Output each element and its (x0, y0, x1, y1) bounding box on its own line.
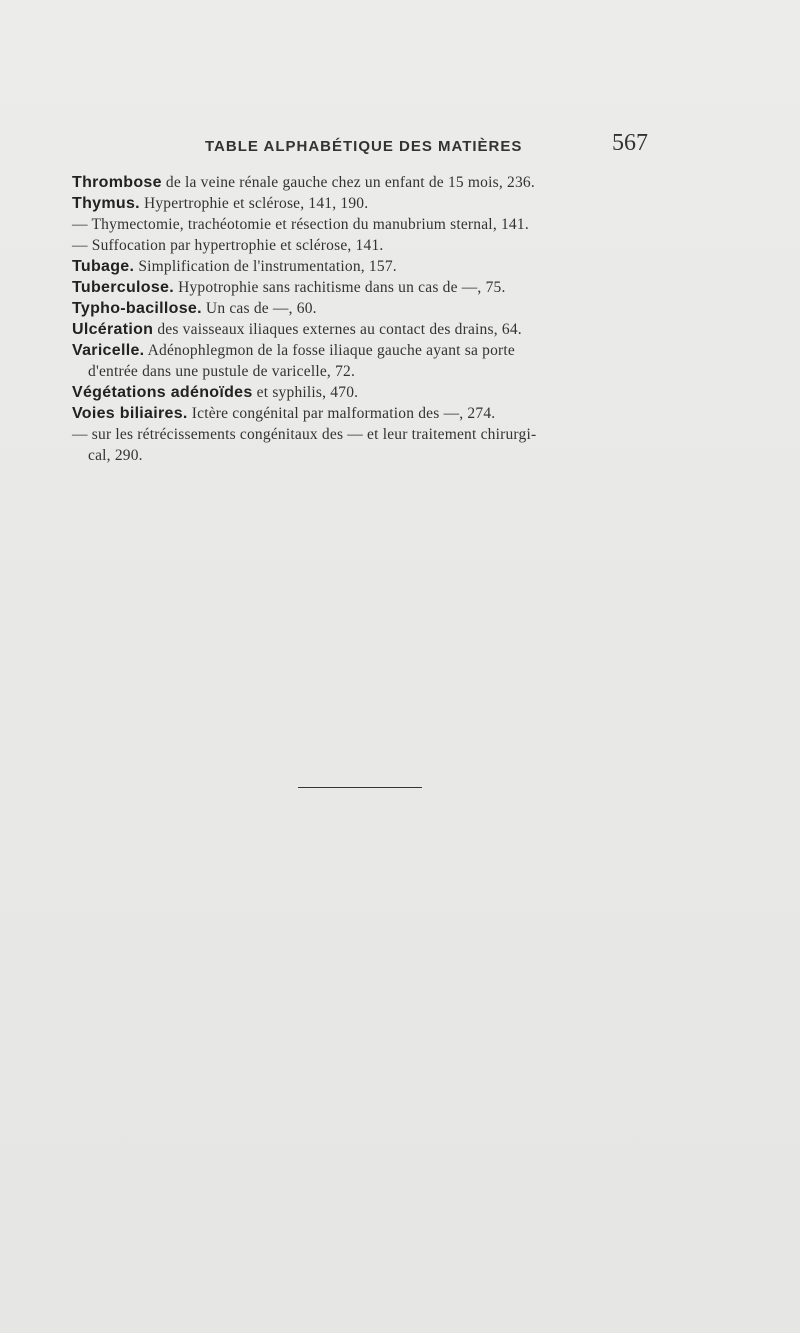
index-entry (72, 298, 652, 319)
index-subentry (72, 214, 652, 235)
index-subentry (72, 424, 652, 466)
index-entry (72, 193, 652, 214)
index-entry (72, 172, 652, 193)
index-text: sur les rétrécissements congénitaux des — et leur traitement chirurgi- (87, 426, 537, 443)
index-term: Tubage. (72, 258, 135, 275)
index-term: Thymus. (72, 195, 140, 212)
index-term: Ulcération (72, 321, 154, 338)
index-text: des vaisseaux iliaques externes au contact des drains, 64. (153, 321, 522, 338)
index-term: Varicelle. (72, 342, 145, 359)
index-entry (72, 319, 652, 340)
index-term: Tuberculose. (72, 279, 174, 296)
end-rule (298, 787, 422, 788)
index-text: de la veine rénale gauche chez un enfant de 15 mois, 236. (161, 174, 535, 191)
index-text: et syphilis, 470. (252, 384, 359, 401)
index-text: Adénophlegmon de la fosse iliaque gauche ayant sa porte (144, 342, 515, 359)
index-term: Thrombose (72, 174, 162, 191)
repeat-dash: — (72, 426, 88, 443)
repeat-dash: — (72, 216, 88, 233)
index-text: Hypotrophie sans rachitisme dans un cas de —, 75. (174, 279, 506, 296)
index-term: Végétations adénoïdes (72, 384, 253, 401)
index-entry (72, 340, 652, 382)
index-subentry (72, 235, 652, 256)
index-text: Ictère congénital par malformation des —, 274. (187, 405, 496, 422)
index-text-continuation: cal, 290. (88, 447, 143, 464)
index-text: Suffocation par hypertrophie et sclérose, 141. (87, 237, 384, 254)
index-entry (72, 277, 652, 298)
index-entry (72, 256, 652, 277)
index-text: Thymectomie, trachéotomie et résection du manubrium sternal, 141. (87, 216, 529, 233)
index-term: Typho-bacillose. (72, 300, 202, 317)
index-entries (72, 172, 652, 466)
index-entry (72, 403, 652, 424)
index-term: Voies biliaires. (72, 405, 188, 422)
index-text: Simplification de l'instrumentation, 157. (134, 258, 397, 275)
index-text: Hypertrophie et sclérose, 141, 190. (139, 195, 369, 212)
index-entry (72, 382, 652, 403)
index-text-continuation: d'entrée dans une pustule de varicelle, 72. (88, 363, 356, 380)
running-title: TABLE ALPHABÉTIQUE DES MATIÈRES (205, 138, 523, 155)
page-number: 567 (612, 130, 648, 156)
index-text: Un cas de —, 60. (201, 300, 317, 317)
repeat-dash: — (72, 237, 88, 254)
